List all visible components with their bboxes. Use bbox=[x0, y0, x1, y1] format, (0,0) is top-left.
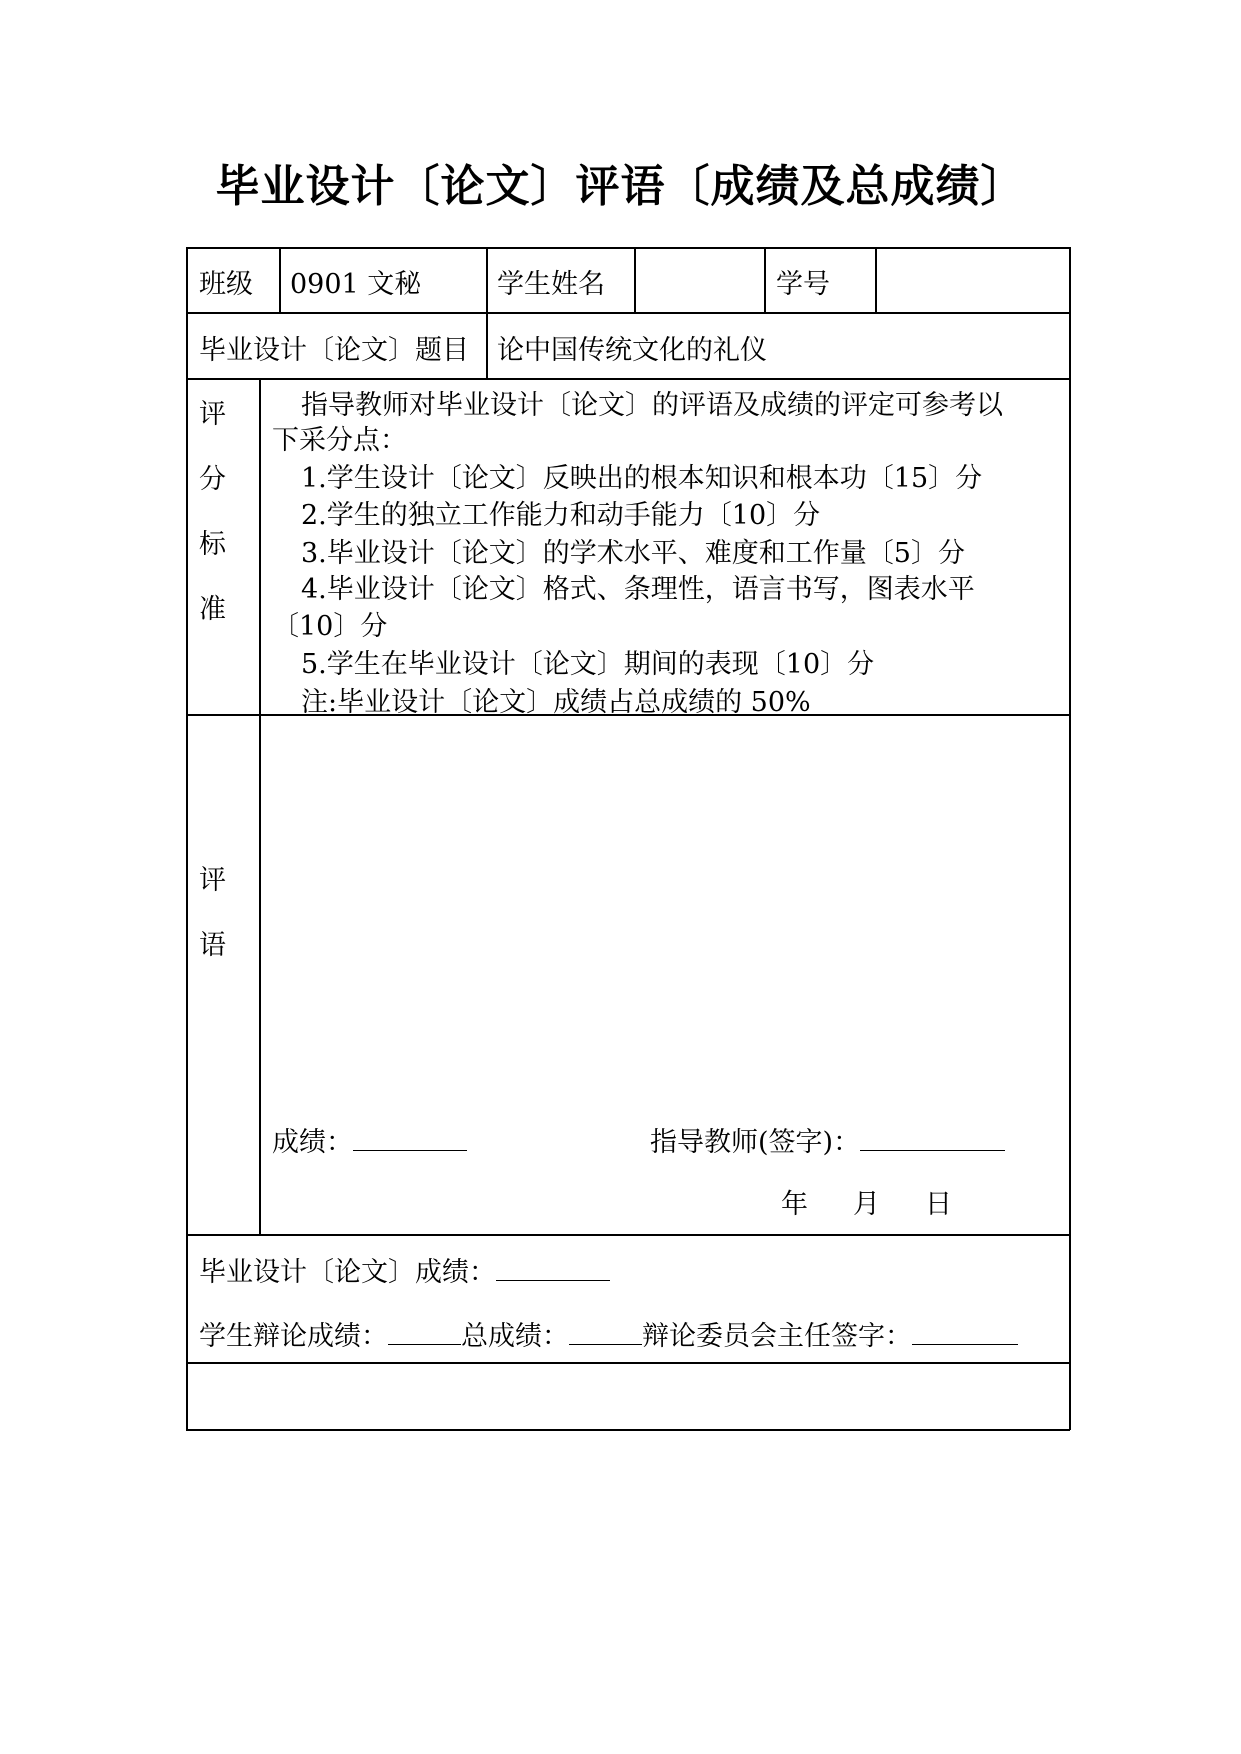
table-border-bottom bbox=[186, 1429, 1070, 1431]
date-month: 月 bbox=[853, 1189, 880, 1220]
student-name-label: 学生姓名 bbox=[497, 269, 605, 300]
thesis-grade-field bbox=[199, 1250, 610, 1289]
thesis-topic-label: 毕业设计〔论文〕题目 bbox=[199, 335, 469, 366]
table-row-divider bbox=[186, 1234, 1070, 1236]
criteria-label-char: 标 bbox=[199, 529, 226, 560]
date-day: 日 bbox=[925, 1189, 952, 1220]
criteria-line: 4.毕业设计〔论文〕格式、条理性，语言书写，图表水平 bbox=[301, 574, 975, 605]
criteria-line: 指导教师对毕业设计〔论文〕的评语及成绩的评定可参考以 bbox=[301, 390, 1003, 421]
table-border-top bbox=[186, 247, 1070, 249]
table-col-divider bbox=[634, 247, 636, 313]
table-col-divider bbox=[259, 378, 261, 1235]
table-row-divider bbox=[186, 378, 1070, 380]
advisor-grade-field bbox=[272, 1120, 467, 1159]
table-row-divider bbox=[186, 312, 1070, 314]
date-year: 年 bbox=[781, 1189, 808, 1220]
class-label: 班级 bbox=[199, 269, 253, 300]
student-id-label: 学号 bbox=[776, 269, 830, 300]
table-row-divider bbox=[186, 1362, 1070, 1364]
total-grade-blank[interactable] bbox=[569, 1318, 642, 1345]
criteria-line: 〔10〕分 bbox=[272, 611, 388, 642]
committee-chair-blank[interactable] bbox=[912, 1318, 1018, 1345]
thesis-grade-blank[interactable] bbox=[496, 1254, 610, 1281]
comments-label-char: 语 bbox=[199, 930, 226, 961]
comments-label-char: 评 bbox=[199, 865, 226, 896]
total-grade-label: 总成绩： bbox=[461, 1321, 569, 1352]
class-value: 0901 文秘 bbox=[290, 269, 422, 300]
table-border-left bbox=[186, 247, 188, 1430]
advisor-signature-blank[interactable] bbox=[860, 1124, 1005, 1151]
criteria-line: 3.毕业设计〔论文〕的学术水平、难度和工作量〔5〕分 bbox=[301, 538, 965, 569]
criteria-label-char: 分 bbox=[199, 464, 226, 495]
table-col-divider bbox=[764, 247, 766, 313]
table-border-right bbox=[1069, 247, 1071, 1430]
advisor-signature-label: 指导教师(签字)： bbox=[650, 1127, 861, 1158]
criteria-label-char: 评 bbox=[199, 399, 226, 430]
page-title: 毕业设计〔论文〕评语〔成绩及总成绩〕 bbox=[215, 161, 1026, 212]
thesis-topic-value: 论中国传统文化的礼仪 bbox=[497, 335, 767, 366]
advisor-grade-label: 成绩： bbox=[272, 1127, 353, 1158]
table-col-divider bbox=[875, 247, 877, 313]
table-col-divider bbox=[486, 312, 488, 379]
criteria-label-char: 准 bbox=[199, 594, 226, 625]
defense-grade-label: 学生辩论成绩： bbox=[199, 1321, 388, 1352]
criteria-line: 下采分点： bbox=[272, 425, 407, 456]
criteria-line: 5.学生在毕业设计〔论文〕期间的表现〔10〕分 bbox=[301, 649, 875, 680]
advisor-signature-field bbox=[650, 1120, 1005, 1159]
thesis-grade-label: 毕业设计〔论文〕成绩： bbox=[199, 1257, 496, 1288]
advisor-grade-blank[interactable] bbox=[353, 1124, 467, 1151]
table-col-divider bbox=[279, 247, 281, 313]
defense-grade-blank[interactable] bbox=[388, 1318, 461, 1345]
criteria-line: 注:毕业设计〔论文〕成绩占总成绩的 50% bbox=[301, 687, 811, 718]
criteria-line: 1.学生设计〔论文〕反映出的根本知识和根本功〔15〕分 bbox=[301, 463, 983, 494]
criteria-line: 2.学生的独立工作能力和动手能力〔10〕分 bbox=[301, 500, 821, 531]
table-col-divider bbox=[486, 247, 488, 313]
defense-grade-row bbox=[199, 1314, 1018, 1353]
committee-chair-label: 辩论委员会主任签字： bbox=[642, 1321, 912, 1352]
